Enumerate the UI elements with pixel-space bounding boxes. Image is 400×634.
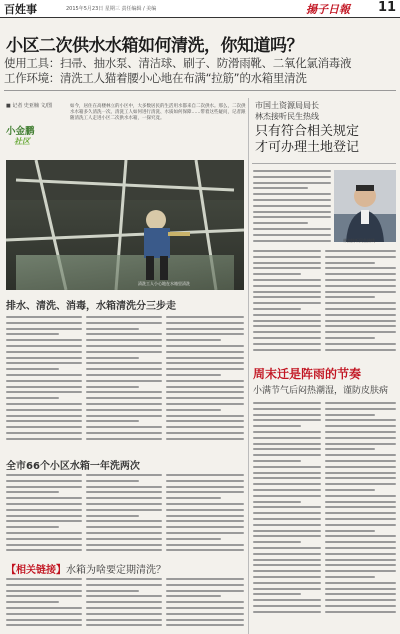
related-link-label: 【相关链接】 <box>6 565 66 576</box>
column-divider <box>248 98 249 634</box>
page-number: 11 <box>378 0 397 15</box>
text-column <box>166 474 244 558</box>
text-column <box>86 578 162 634</box>
title-line-2: 才可办理土地登记 <box>255 140 360 155</box>
divider <box>252 163 396 164</box>
text-column <box>253 170 331 246</box>
water-tank-photo <box>6 160 244 290</box>
official-photo-caption: 林杰接听民生热线 <box>343 238 375 243</box>
headline-subtitle-environment: 工作环境：清洗工人猫着腰小心地在布满“拉筋”的水箱里清洗 <box>4 71 307 85</box>
right-article-title <box>255 124 359 156</box>
text-column <box>253 402 321 634</box>
related-link-title: 水箱为啥要定期清洗？ <box>66 565 166 576</box>
newspaper-logo: 揚子日報 <box>306 3 350 16</box>
divider <box>4 90 396 91</box>
headline-subtitle-tools: 使用工具：扫帚、抽水泵、清洁球、刷子、防滑雨靴、二氧化氯消毒液 <box>4 56 352 70</box>
text-column <box>6 474 82 558</box>
kicker-line-2: 林杰接听民生热线 <box>255 112 319 121</box>
subheading-frequency: 全市66个小区水箱一年洗两次 <box>6 461 140 472</box>
text-column <box>6 578 82 634</box>
byline: ■ 记者 史亚楠 文/图 <box>6 103 53 109</box>
tag-subtitle: 社区 <box>14 137 30 146</box>
section-name: 百姓事 <box>4 3 37 16</box>
official-photo <box>334 170 396 242</box>
text-column <box>325 250 396 360</box>
subheading-steps: 排水、清洗、消毒，水箱清洗分三步走 <box>6 301 176 312</box>
text-column <box>166 316 244 454</box>
column-tag <box>6 123 54 153</box>
title-line-1: 只有符合相关规定 <box>255 124 360 139</box>
photo-caption: 清洗工人小心地在水箱里清洗 <box>138 281 190 286</box>
text-column <box>6 316 82 454</box>
text-column <box>86 474 162 558</box>
subheading-related <box>6 561 166 576</box>
text-column <box>166 578 244 634</box>
text-column <box>325 402 396 634</box>
date-line: 2015年5月23日 星期三 责任编辑 / 美编 <box>66 6 157 12</box>
tag-title: 小金鹏 <box>6 126 35 137</box>
lead-paragraph: 如今，居住在高楼林立的小区中，大多数居民的生活用水都来自二次供水。那么，二次供水水箱多久清洗一次、清洗工人如何进行清洗、水质如何保障……带着这些疑问，记者跟随清洗工人走进小区二次供水水箱，一探究竟。 <box>70 104 246 121</box>
kicker-line-1: 市国土资源局局长 <box>255 101 319 110</box>
main-headline: 小区二次供水水箱如何清洗，你知道吗？ <box>6 36 303 56</box>
right-article-kicker <box>255 100 319 122</box>
text-column <box>86 316 162 454</box>
weather-article-subtitle: 小满节气后闷热潮湿，谨防皮肤病 <box>253 386 389 396</box>
page-header <box>0 0 400 18</box>
text-column <box>253 250 321 360</box>
weather-article-title: 周末迁是阵雨的节奏 <box>253 367 362 381</box>
